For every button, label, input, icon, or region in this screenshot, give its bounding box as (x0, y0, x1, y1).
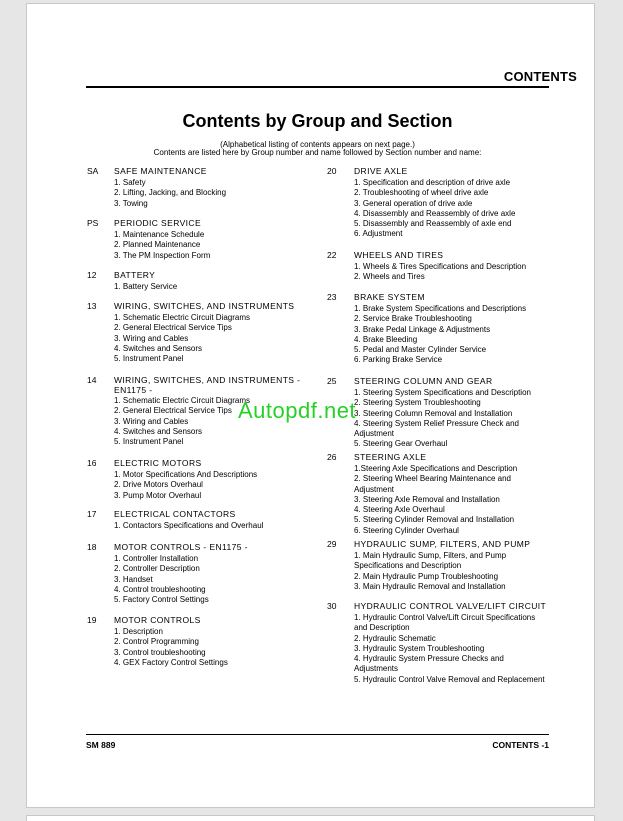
section-item: 2. General Electrical Service Tips (114, 406, 232, 416)
section-list (354, 551, 549, 592)
section-item: 4. Steering System Relief Pressure Check and Adjustment (354, 418, 519, 439)
section-item: 2. Lifting, Jacking, and Blocking (114, 188, 227, 198)
group-number: 19 (87, 615, 97, 625)
section-item: 2. Steering System Troubleshooting (354, 398, 481, 408)
watermark-text: Autopdf.net (238, 398, 357, 423)
section-item: 1. Maintenance Schedule (114, 230, 205, 239)
section-item: 1.Steering Axle Specifications and Description (354, 464, 518, 473)
group-name: ELECTRICAL CONTACTORS (114, 509, 236, 519)
group-number: 30 (327, 601, 337, 611)
subtitle-line-1: (Alphabetical listing of contents appears on next page.) (220, 140, 415, 149)
section-item: 2. Control Programming (114, 637, 199, 647)
section-item: 1. Steering System Specifications and Description (354, 388, 531, 397)
section-item: 5. Steering Cylinder Removal and Installation (354, 515, 515, 525)
section-item: 3. Control troubleshooting (114, 647, 206, 657)
section-item: 2. Wheels and Tires (354, 272, 425, 282)
section-item: 1. Contactors Specifications and Overhaul (114, 521, 264, 530)
section-item: 2. Service Brake Troubleshooting (354, 314, 472, 324)
header-title: CONTENTS (503, 69, 577, 84)
section-item: 5. Instrument Panel (114, 437, 184, 447)
group-name: WIRING, SWITCHES, AND INSTRUMENTS - EN1175 - (114, 375, 301, 395)
group-name: MOTOR CONTROLS (114, 615, 201, 625)
group-name: HYDRAULIC SUMP, FILTERS, AND PUMP (354, 539, 531, 549)
section-list (354, 388, 549, 450)
section-item: 3. General operation of drive axle (354, 198, 473, 208)
group-name: MOTOR CONTROLS - EN1175 - (114, 542, 248, 552)
section-item: 5. Factory Control Settings (114, 595, 209, 605)
group-number: 17 (87, 509, 97, 519)
section-item: 1. Controller Installation (114, 554, 199, 563)
next-page-edge (26, 815, 595, 821)
section-item: 6. Parking Brake Service (354, 355, 443, 365)
section-item: 1. Wheels & Tires Specifications and Description (354, 262, 527, 271)
section-item: 6. Adjustment (354, 229, 403, 239)
group-number: 12 (87, 270, 97, 280)
section-item: 4. Switches and Sensors (114, 343, 203, 353)
section-list (114, 627, 228, 668)
section-item: 2. Planned Maintenance (114, 240, 201, 250)
section-list (114, 230, 210, 261)
section-item: 4. Control troubleshooting (114, 584, 206, 594)
section-list (114, 521, 263, 531)
section-item: 2. Drive Motors Overhaul (114, 480, 203, 490)
group-number: 22 (327, 250, 337, 260)
group-number: 18 (87, 542, 97, 552)
section-item: 1. Safety (114, 178, 146, 187)
main-title: Contents by Group and Section (182, 111, 453, 131)
section-item: 2. Steering Wheel Bearing Maintenance and Adjustment (354, 474, 511, 494)
section-list (114, 178, 226, 209)
section-item: 1. Main Hydraulic Sump, Filters, and Pump Specifications and Description (354, 551, 507, 571)
section-item: 4. Disassembly and Reassembly of drive axle (354, 208, 516, 218)
group-number: 23 (327, 292, 337, 302)
section-item: 1. Schematic Electric Circuit Diagrams (114, 396, 251, 405)
section-item: 1. Specification and description of drive axle (354, 178, 511, 187)
section-list (114, 282, 177, 292)
section-item: 3. Steering Column Removal and Installation (354, 408, 513, 418)
section-item: 5. Instrument Panel (114, 354, 184, 364)
section-item: 4. GEX Factory Control Settings (114, 657, 228, 667)
group-number: 26 (327, 452, 337, 462)
group-name: PERIODIC SERVICE (114, 218, 202, 228)
group-name: WHEELS AND TIRES (354, 250, 444, 260)
group-name: ELECTRIC MOTORS (114, 458, 202, 468)
section-item: 3. Towing (114, 198, 148, 208)
section-item: 3. Brake Pedal Linkage & Adjustments (354, 324, 491, 334)
section-item: 3. The PM Inspection Form (114, 250, 211, 260)
group-number: 13 (87, 301, 97, 311)
group-number: PS (87, 218, 99, 228)
group-name: STEERING COLUMN AND GEAR (354, 376, 493, 386)
group-number: 14 (87, 375, 97, 385)
section-list (354, 304, 526, 366)
group-name: DRIVE AXLE (354, 166, 408, 176)
section-item: 5. Hydraulic Control Valve Removal and Replacement (354, 674, 545, 684)
section-item: 3. Main Hydraulic Removal and Installation (354, 581, 506, 591)
section-item: 2. Main Hydraulic Pump Troubleshooting (354, 571, 499, 581)
section-item: 3. Pump Motor Overhaul (114, 490, 202, 500)
section-item: 3. Steering Axle Removal and Installation (354, 494, 500, 504)
section-item: 5. Steering Gear Overhaul (354, 439, 448, 449)
manual-number: SM 889 (86, 740, 116, 750)
header-rule (86, 86, 549, 88)
section-item: 2. Hydraulic Schematic (354, 633, 436, 643)
section-list (354, 613, 549, 685)
section-item: 3. Hydraulic System Troubleshooting (354, 643, 485, 653)
section-item: 4. Steering Axle Overhaul (354, 505, 445, 515)
group-number: 25 (327, 376, 337, 386)
section-item: 1. Brake System Specifications and Descriptions (354, 304, 527, 313)
section-list (114, 554, 209, 605)
group-number: SA (87, 166, 99, 176)
section-item: 1. Motor Specifications And Descriptions (114, 470, 258, 479)
footer-rule (86, 734, 549, 735)
group-name: WIRING, SWITCHES, AND INSTRUMENTS (114, 301, 295, 311)
section-item: 6. Steering Cylinder Overhaul (354, 525, 459, 535)
group-name: BRAKE SYSTEM (354, 292, 425, 302)
page-number: CONTENTS -1 (492, 740, 549, 750)
section-item: 5. Disassembly and Reassembly of axle end (354, 219, 512, 229)
section-list (354, 262, 526, 283)
group-name: BATTERY (114, 270, 156, 280)
group-name: HYDRAULIC CONTROL VALVE/LIFT CIRCUIT (354, 601, 547, 611)
subtitle-line-2: Contents are listed here by Group number and name followed by Section number and name: (153, 148, 482, 157)
section-item: 2. General Electrical Service Tips (114, 323, 232, 333)
group-number: 20 (327, 166, 337, 176)
section-list (354, 464, 549, 536)
group-name: SAFE MAINTENANCE (114, 166, 207, 176)
section-item: 1. Schematic Electric Circuit Diagrams (114, 313, 251, 322)
group-number: 16 (87, 458, 97, 468)
section-item: 4. Hydraulic System Pressure Checks and Adjustments (354, 654, 504, 674)
section-item: 2. Controller Description (114, 564, 200, 574)
section-item: 3. Wiring and Cables (114, 333, 189, 343)
section-item: 1. Hydraulic Control Valve/Lift Circuit Specifications and Description (354, 613, 536, 633)
section-list (354, 178, 515, 240)
section-item: 2. Troubleshooting of wheel drive axle (354, 188, 489, 198)
section-item: 4. Switches and Sensors (114, 426, 203, 436)
group-number: 29 (327, 539, 337, 549)
group-name: STEERING AXLE (354, 452, 427, 462)
section-list (114, 396, 250, 447)
section-item: 3. Wiring and Cables (114, 416, 189, 426)
section-item: 5. Pedal and Master Cylinder Service (354, 345, 487, 355)
section-item: 4. Brake Bleeding (354, 334, 418, 344)
section-item: 1. Battery Service (114, 282, 178, 291)
section-item: 3. Handset (114, 574, 153, 584)
section-item: 1. Description (114, 627, 163, 636)
section-list (114, 470, 257, 501)
section-list (114, 313, 250, 364)
